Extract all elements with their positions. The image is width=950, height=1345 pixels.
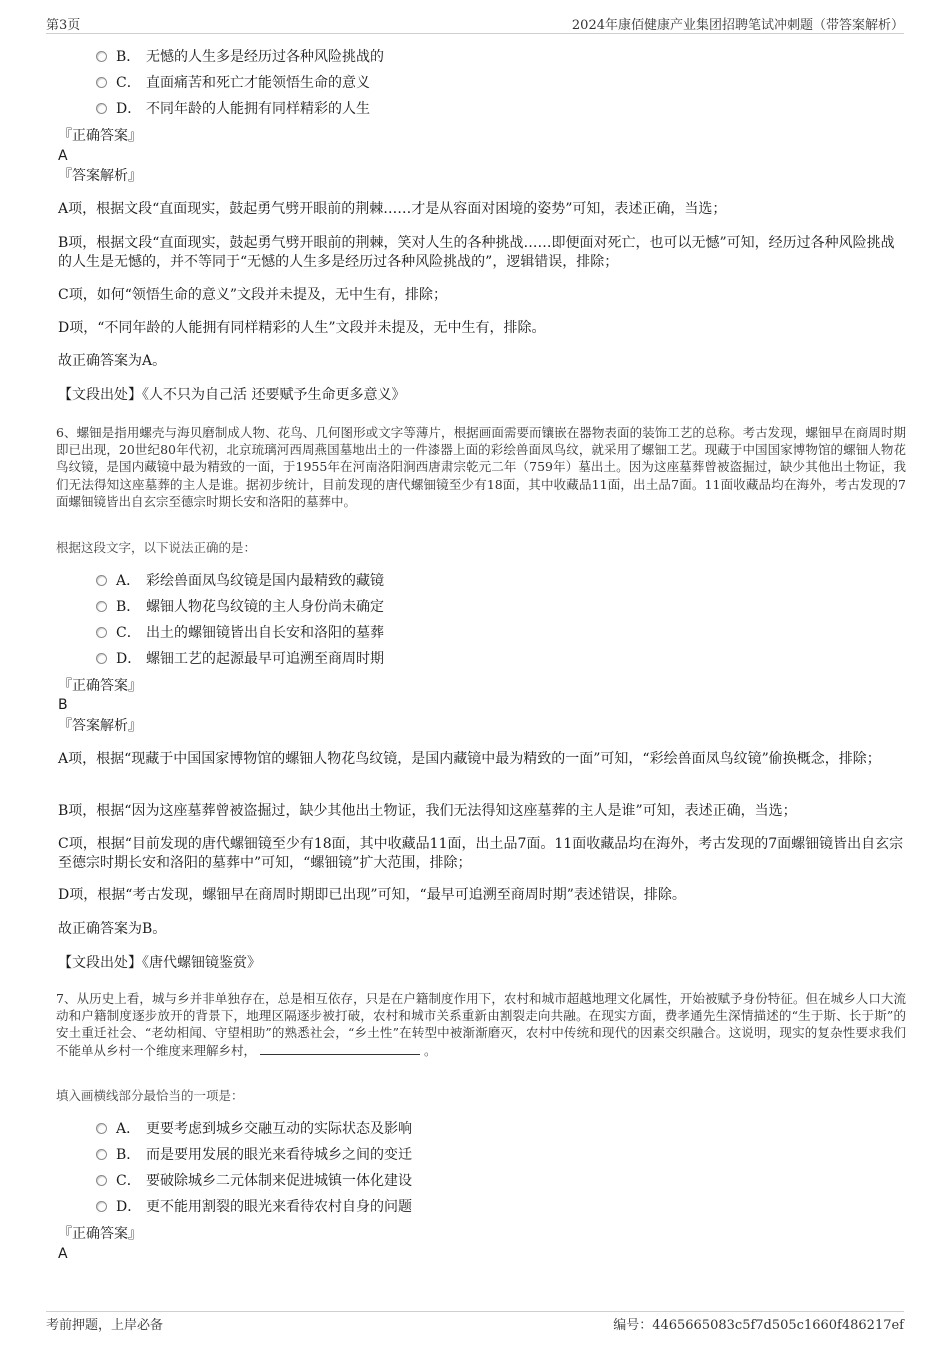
radio-icon[interactable] <box>96 653 107 664</box>
option-text: 无憾的人生多是经历过各种风险挑战的 <box>146 49 384 65</box>
q6-answer: B <box>58 697 68 713</box>
option-letter: C． <box>116 1173 141 1189</box>
q6-source: 【文段出处】《唐代螺钿镜鉴赏》 <box>58 955 261 971</box>
radio-icon[interactable] <box>96 575 107 586</box>
q5-explanation-a: A项，根据文段“直面现实，鼓起勇气劈开眼前的荆棘……才是从容面对困境的姿势”可知，表述正确，当选； <box>58 201 727 217</box>
radio-icon[interactable] <box>96 1201 107 1212</box>
radio-icon[interactable] <box>96 103 107 114</box>
fill-blank <box>260 1042 420 1055</box>
document-title: 2024年康佰健康产业集团招聘笔试冲刺题（带答案解析） <box>571 18 904 33</box>
option-letter: C． <box>116 75 141 91</box>
radio-icon[interactable] <box>96 1123 107 1134</box>
footer-slogan: 考前押题，上岸必备 <box>46 1318 164 1333</box>
q5-source: 【文段出处】《人不只为自己活 还要赋予生命更多意义》 <box>58 387 406 403</box>
option-letter: B． <box>116 1147 141 1163</box>
q5-option-d[interactable] <box>96 99 370 119</box>
radio-icon[interactable] <box>96 1149 107 1160</box>
q6-conclusion: 故正确答案为B。 <box>58 921 167 937</box>
page-number: 第3页 <box>46 18 81 33</box>
option-letter: D． <box>116 651 142 667</box>
option-letter: B． <box>116 599 141 615</box>
option-letter: B． <box>116 49 141 65</box>
document-id: 编号：4465665083c5f7d505c1660f486217ef <box>613 1318 904 1333</box>
q5-answer: A <box>58 148 68 164</box>
option-letter: C． <box>116 625 141 641</box>
option-letter: A． <box>116 573 141 589</box>
q7-option-b[interactable] <box>96 1145 412 1165</box>
q6-option-d[interactable] <box>96 649 384 669</box>
q6-option-b[interactable] <box>96 597 384 617</box>
q7-option-d[interactable] <box>96 1197 412 1217</box>
q7-passage-text: 7、从历史上看，城与乡并非单独存在，总是相互依存，只是在户籍制度作用下，农村和城市超越地理文化属性，开始被赋予身份特征。但在城乡人口大流动和户籍制度逐步放开的背景下，地理区隔逐步被打破，农村和城市关系重新由割裂走向共融。在现实方面，费孝通先生深情描述的“生于斯、长于斯”的安土重迁社会、“老幼相闻、守望相助”的熟悉社会，“乡土性”在转型中被渐渐磨灭，农村中传统和现代的因素交织融合。这说明，现实的复杂性要求我们不能单从乡村一个维度来理解乡村， <box>56 991 906 1058</box>
q5-conclusion: 故正确答案为A。 <box>58 353 167 369</box>
q7-answer: A <box>58 1246 68 1262</box>
option-text: 彩绘兽面凤鸟纹镜是国内最精致的藏镜 <box>146 573 384 589</box>
radio-icon[interactable] <box>96 627 107 638</box>
q5-explanation-d: D项，“不同年龄的人能拥有同样精彩的人生”文段并未提及，无中生有，排除。 <box>58 320 546 336</box>
option-text: 要破除城乡二元体制来促进城镇一体化建设 <box>146 1173 412 1189</box>
q6-correct-label: 『正确答案』 <box>58 678 142 694</box>
q6-passage: 6、螺钿是指用螺壳与海贝磨制成人物、花鸟、几何图形或文字等薄片，根据画面需要而镶嵌在器物表面的装饰工艺的总称。考古发现，螺钿早在商周时期即已出现，20世纪80年代初，北京琉璃河西周燕国墓地出土的一件漆器上面的彩绘兽面凤鸟纹，就采用了螺钿工艺。现藏于中国国家博物馆的螺钿人物花鸟纹镜，是国内藏镜中最为精致的一面，于1955年在河南洛阳涧西唐肃宗乾元二年（759年）墓出土。因为这座墓葬曾被盗掘过，缺少其他出土物证，我们无法得知这座墓葬的主人是谁。据初步统计，目前发现的唐代螺钿镜至少有18面，其中收藏品11面，出土品7面。11面收藏品均在海外，考古发现的7面螺钿镜皆出自玄宗至德宗时期长安和洛阳的墓葬中。 <box>56 425 906 509</box>
q7-option-a[interactable] <box>96 1119 412 1139</box>
q6-explanation-c: C项，根据“目前发现的唐代螺钿镜至少有18面，其中收藏品11面，出土品7面。11面收藏品均在海外，考古发现的7面螺钿镜皆出自玄宗至德宗时期长安和洛阳的墓葬中”可知，“螺钿镜”扩大范围，排除； <box>58 836 904 871</box>
option-text: 螺钿人物花鸟纹镜的主人身份尚未确定 <box>146 599 384 615</box>
q5-explanation-b: B项，根据文段“直面现实，鼓起勇气劈开眼前的荆棘，笑对人生的各种挑战……即便面对死亡，也可以无憾”可知，经历过各种风险挑战的人生是无憾的，并不等同于“无憾的人生多是经历过各种风险挑战的”，逻辑错误，排除； <box>58 235 895 270</box>
q5-option-b[interactable] <box>96 47 384 67</box>
option-letter: D． <box>116 101 142 117</box>
q7-option-c[interactable] <box>96 1171 412 1191</box>
option-text: 螺钿工艺的起源最早可追溯至商周时期 <box>146 651 384 667</box>
q6-question: 根据这段文字，以下说法正确的是： <box>56 540 257 555</box>
q6-explanation-d: D项，根据“考古发现，螺钿早在商周时期即已出现”可知，“最早可追溯至商周时期”表述错误，排除。 <box>58 887 686 903</box>
q5-analysis-label: 『答案解析』 <box>58 168 142 184</box>
q5-option-c[interactable] <box>96 73 370 93</box>
q5-correct-label: 『正确答案』 <box>58 128 142 144</box>
option-text: 更不能用割裂的眼光来看待农村自身的问题 <box>146 1199 412 1215</box>
option-letter: D． <box>116 1199 142 1215</box>
q7-question: 填入画横线部分最恰当的一项是： <box>56 1088 244 1103</box>
option-text: 出土的螺钿镜皆出自长安和洛阳的墓葬 <box>146 625 384 641</box>
q6-explanation-b: B项，根据“因为这座墓葬曾被盗掘过，缺少其他出土物证，我们无法得知这座墓葬的主人是谁”可知，表述正确，当选； <box>58 803 797 819</box>
q7-correct-label: 『正确答案』 <box>58 1226 142 1242</box>
q7-passage-end: 。 <box>424 1042 437 1058</box>
header-rule <box>46 33 904 34</box>
q6-analysis-label: 『答案解析』 <box>58 718 142 734</box>
option-text: 不同年龄的人能拥有同样精彩的人生 <box>146 101 370 117</box>
radio-icon[interactable] <box>96 77 107 88</box>
q7-passage <box>56 990 906 1059</box>
q6-option-c[interactable] <box>96 623 384 643</box>
option-letter: A． <box>116 1121 141 1137</box>
option-text: 直面痛苦和死亡才能领悟生命的意义 <box>146 75 370 91</box>
option-text: 更要考虑到城乡交融互动的实际状态及影响 <box>146 1121 412 1137</box>
q5-explanation-c: C项，如何“领悟生命的意义”文段并未提及，无中生有，排除； <box>58 287 448 303</box>
radio-icon[interactable] <box>96 51 107 62</box>
radio-icon[interactable] <box>96 1175 107 1186</box>
option-text: 而是要用发展的眼光来看待城乡之间的变迁 <box>146 1147 412 1163</box>
q6-option-a[interactable] <box>96 571 384 591</box>
footer-rule <box>46 1311 904 1312</box>
radio-icon[interactable] <box>96 601 107 612</box>
q6-explanation-a: A项，根据“现藏于中国国家博物馆的螺钿人物花鸟纹镜，是国内藏镜中最为精致的一面”可知，“彩绘兽面凤鸟纹镜”偷换概念，排除； <box>58 751 881 767</box>
